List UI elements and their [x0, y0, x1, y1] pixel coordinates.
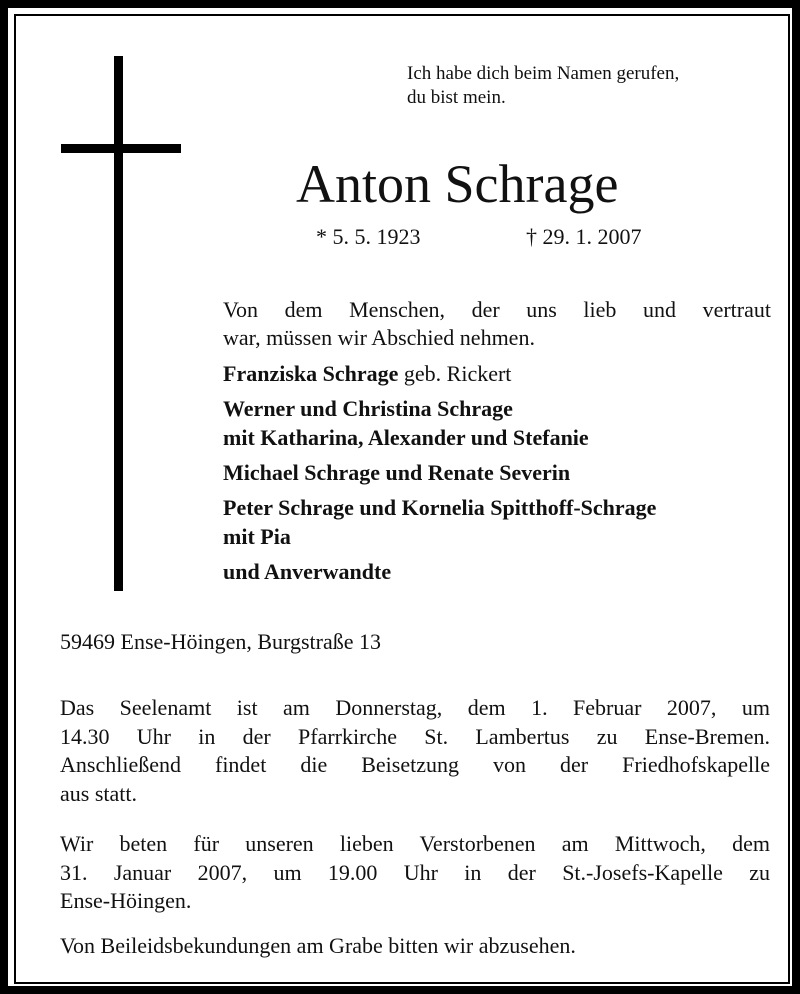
quote-line: Ich habe dich beim Namen gerufen,: [407, 63, 680, 84]
text-line: Wir beten für unseren lieben Verstorbenen am Mittwoch, dem: [60, 831, 770, 856]
farewell-text: [223, 296, 771, 352]
text-line: Das Seelenamt ist am Donnerstag, dem 1. Februar 2007, um: [60, 695, 770, 720]
mourner-children: mit Katharina, Alexander und Stefanie: [223, 425, 589, 450]
mourner-name: Michael Schrage und Renate Severin: [223, 460, 571, 485]
farewell-line: Von dem Menschen, der uns lieb und vertraut: [223, 297, 771, 322]
text-line: Von Beileidsbekundungen am Grabe bitten wir abzusehen.: [60, 933, 576, 958]
prayer-paragraph: [60, 830, 770, 916]
quote-line: du bist mein.: [407, 87, 506, 108]
mourner-entry: [223, 458, 656, 487]
maiden-name: geb. Rickert: [398, 361, 512, 386]
inner-border: [14, 14, 790, 984]
deceased-name: Anton Schrage: [296, 154, 619, 214]
mourners-list: [223, 359, 656, 592]
text-line: Anschließend findet die Beisetzung von der Friedhofskapelle: [60, 752, 770, 777]
cross-icon-bar: [61, 144, 181, 153]
service-paragraph: [60, 694, 770, 808]
mourner-children: mit Pia: [223, 524, 291, 549]
condolence-note: [60, 932, 770, 961]
text-line: Ense-Höingen.: [60, 888, 192, 913]
cross-icon: [114, 56, 123, 591]
address: 59469 Ense-Höingen, Burgstraße 13: [60, 629, 381, 654]
mourner-name: Franziska Schrage: [223, 361, 399, 386]
mourner-entry: [223, 359, 656, 388]
text-line: aus statt.: [60, 780, 137, 806]
death-date: † 29. 1. 2007: [526, 224, 642, 249]
farewell-line: war, müssen wir Abschied nehmen.: [223, 325, 535, 350]
birth-date: * 5. 5. 1923: [316, 224, 421, 249]
mourner-name: Werner und Christina Schrage: [223, 396, 513, 421]
mourner-relatives: und Anverwandte: [223, 559, 392, 584]
text-line: 31. Januar 2007, um 19.00 Uhr in der St.-Josefs-Kapelle zu: [60, 859, 770, 885]
bible-quote: [407, 62, 679, 110]
text-line: 14.30 Uhr in der Pfarrkirche St. Lambertus zu Ense-Bremen.: [60, 723, 770, 749]
mourner-name: Peter Schrage und Kornelia Spitthoff-Schrage: [223, 495, 657, 520]
mourner-entry: [223, 493, 656, 551]
mourner-entry: [223, 394, 656, 452]
mourner-entry: [223, 557, 656, 586]
